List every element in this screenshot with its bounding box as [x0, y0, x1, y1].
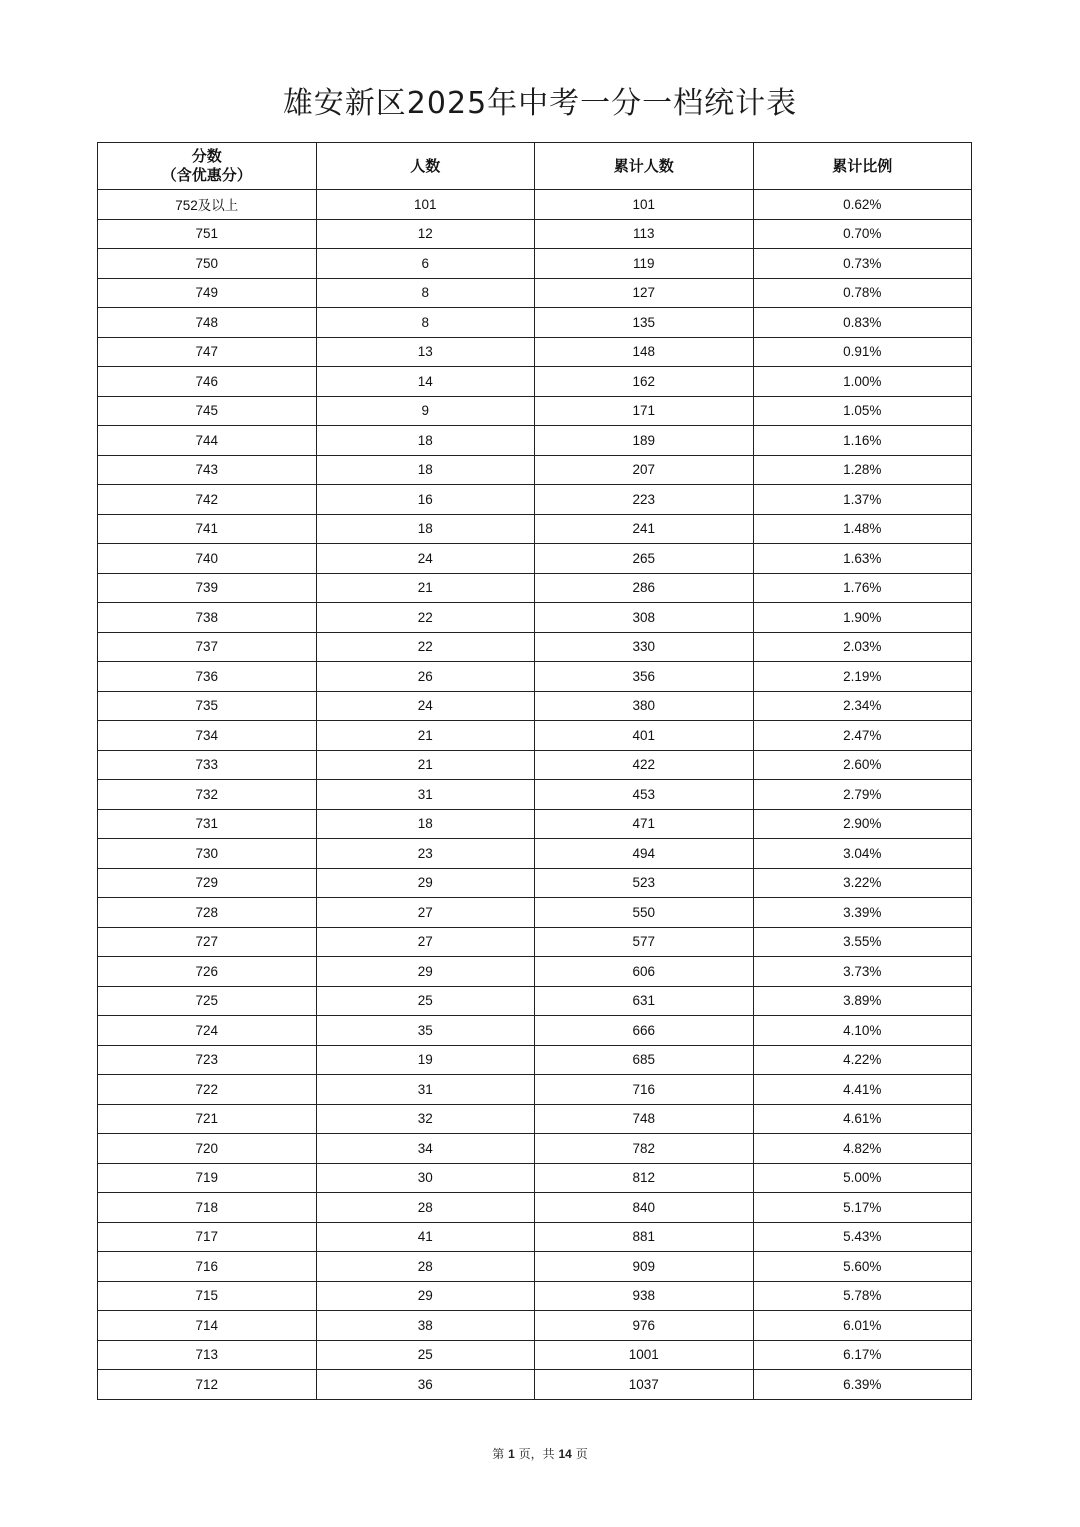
cell-count: 41 — [316, 1222, 535, 1252]
cell-count: 18 — [316, 426, 535, 456]
cell-cumulative-count: 265 — [535, 544, 754, 574]
cell-cumulative-ratio: 5.17% — [753, 1193, 972, 1223]
cell-cumulative-ratio: 6.39% — [753, 1370, 972, 1400]
cell-cumulative-count: 1037 — [535, 1370, 754, 1400]
cell-count: 25 — [316, 986, 535, 1016]
cell-score: 738 — [98, 603, 317, 633]
table-row — [98, 396, 972, 426]
cell-score: 747 — [98, 337, 317, 367]
cell-cumulative-ratio: 1.76% — [753, 573, 972, 603]
cell-cumulative-count: 976 — [535, 1311, 754, 1341]
cell-cumulative-ratio: 0.70% — [753, 219, 972, 249]
cell-cumulative-ratio: 5.60% — [753, 1252, 972, 1282]
cell-cumulative-ratio: 6.17% — [753, 1340, 972, 1370]
cell-cumulative-count: 453 — [535, 780, 754, 810]
cell-count: 35 — [316, 1016, 535, 1046]
cell-score: 749 — [98, 278, 317, 308]
cell-cumulative-ratio: 4.61% — [753, 1104, 972, 1134]
cell-cumulative-count: 577 — [535, 927, 754, 957]
cell-count: 31 — [316, 780, 535, 810]
table-row — [98, 868, 972, 898]
cell-score: 736 — [98, 662, 317, 692]
cell-cumulative-count: 113 — [535, 219, 754, 249]
table-row — [98, 1193, 972, 1223]
cell-count: 21 — [316, 721, 535, 751]
cell-cumulative-count: 716 — [535, 1075, 754, 1105]
footer-total-pages: 14 — [558, 1447, 572, 1461]
cell-count: 13 — [316, 337, 535, 367]
cell-score: 729 — [98, 868, 317, 898]
cell-count: 29 — [316, 1281, 535, 1311]
cell-cumulative-count: 330 — [535, 632, 754, 662]
cell-cumulative-count: 812 — [535, 1163, 754, 1193]
cell-score: 713 — [98, 1340, 317, 1370]
cell-cumulative-count: 881 — [535, 1222, 754, 1252]
cell-count: 26 — [316, 662, 535, 692]
footer-prefix: 第 — [492, 1447, 505, 1461]
cell-cumulative-count: 101 — [535, 190, 754, 220]
table-row — [98, 219, 972, 249]
cell-count: 27 — [316, 898, 535, 928]
cell-cumulative-ratio: 6.01% — [753, 1311, 972, 1341]
cell-count: 34 — [316, 1134, 535, 1164]
cell-count: 12 — [316, 219, 535, 249]
table-row — [98, 367, 972, 397]
table-row — [98, 1311, 972, 1341]
table-row — [98, 780, 972, 810]
cell-cumulative-ratio: 2.47% — [753, 721, 972, 751]
cell-cumulative-count: 189 — [535, 426, 754, 456]
cell-cumulative-ratio: 2.03% — [753, 632, 972, 662]
header-score-line1: 分数 — [191, 147, 222, 165]
table-row — [98, 898, 972, 928]
cell-count: 29 — [316, 868, 535, 898]
cell-cumulative-ratio: 4.10% — [753, 1016, 972, 1046]
table-header-row — [98, 143, 972, 190]
cell-cumulative-ratio: 1.37% — [753, 485, 972, 515]
cell-count: 18 — [316, 455, 535, 485]
cell-score: 719 — [98, 1163, 317, 1193]
cell-cumulative-count: 127 — [535, 278, 754, 308]
page-title: 雄安新区2025年中考一分一档统计表 — [282, 86, 798, 121]
cell-score: 730 — [98, 839, 317, 869]
cell-score: 725 — [98, 986, 317, 1016]
cell-count: 25 — [316, 1340, 535, 1370]
cell-cumulative-count: 909 — [535, 1252, 754, 1282]
cell-cumulative-count: 782 — [535, 1134, 754, 1164]
cell-score: 726 — [98, 957, 317, 987]
cell-count: 24 — [316, 691, 535, 721]
table-row — [98, 426, 972, 456]
cell-cumulative-count: 162 — [535, 367, 754, 397]
cell-cumulative-ratio: 3.04% — [753, 839, 972, 869]
table-row — [98, 927, 972, 957]
cell-score: 734 — [98, 721, 317, 751]
table-row — [98, 603, 972, 633]
cell-count: 18 — [316, 514, 535, 544]
score-table — [97, 142, 972, 1400]
cell-score: 727 — [98, 927, 317, 957]
table-row — [98, 986, 972, 1016]
cell-cumulative-ratio: 3.89% — [753, 986, 972, 1016]
table-row — [98, 632, 972, 662]
cell-cumulative-count: 135 — [535, 308, 754, 338]
footer-suffix: 页 — [575, 1447, 588, 1461]
cell-cumulative-ratio: 3.22% — [753, 868, 972, 898]
table-row — [98, 1222, 972, 1252]
cell-count: 9 — [316, 396, 535, 426]
cell-cumulative-ratio: 1.48% — [753, 514, 972, 544]
cell-count: 21 — [316, 750, 535, 780]
header-score-line2: （含优惠分） — [161, 166, 252, 184]
cell-score: 735 — [98, 691, 317, 721]
cell-cumulative-count: 119 — [535, 249, 754, 279]
cell-score: 724 — [98, 1016, 317, 1046]
table-row — [98, 691, 972, 721]
cell-cumulative-count: 148 — [535, 337, 754, 367]
table-row — [98, 337, 972, 367]
cell-count: 22 — [316, 603, 535, 633]
cell-cumulative-count: 494 — [535, 839, 754, 869]
table-row — [98, 249, 972, 279]
cell-count: 19 — [316, 1045, 535, 1075]
cell-count: 27 — [316, 927, 535, 957]
cell-count: 8 — [316, 308, 535, 338]
cell-score: 745 — [98, 396, 317, 426]
cell-score: 744 — [98, 426, 317, 456]
cell-cumulative-ratio: 1.00% — [753, 367, 972, 397]
cell-cumulative-count: 523 — [535, 868, 754, 898]
cell-cumulative-count: 606 — [535, 957, 754, 987]
cell-cumulative-count: 380 — [535, 691, 754, 721]
cell-cumulative-count: 631 — [535, 986, 754, 1016]
cell-cumulative-count: 1001 — [535, 1340, 754, 1370]
footer-page-number: 1 — [508, 1447, 515, 1461]
table-row — [98, 1104, 972, 1134]
cell-cumulative-ratio: 3.55% — [753, 927, 972, 957]
cell-cumulative-count: 550 — [535, 898, 754, 928]
cell-score: 733 — [98, 750, 317, 780]
table-row — [98, 721, 972, 751]
cell-score: 731 — [98, 809, 317, 839]
table-row — [98, 1016, 972, 1046]
cell-score: 746 — [98, 367, 317, 397]
table-row — [98, 278, 972, 308]
cell-count: 21 — [316, 573, 535, 603]
cell-cumulative-count: 207 — [535, 455, 754, 485]
cell-cumulative-ratio: 4.41% — [753, 1075, 972, 1105]
cell-cumulative-ratio: 1.28% — [753, 455, 972, 485]
cell-count: 8 — [316, 278, 535, 308]
cell-cumulative-count: 356 — [535, 662, 754, 692]
cell-cumulative-ratio: 0.78% — [753, 278, 972, 308]
cell-cumulative-ratio: 1.05% — [753, 396, 972, 426]
cell-score: 742 — [98, 485, 317, 515]
table-body — [98, 190, 972, 1400]
table-row — [98, 1340, 972, 1370]
cell-score: 732 — [98, 780, 317, 810]
table-row — [98, 839, 972, 869]
cell-score: 718 — [98, 1193, 317, 1223]
cell-count: 16 — [316, 485, 535, 515]
cell-cumulative-ratio: 2.60% — [753, 750, 972, 780]
cell-count: 32 — [316, 1104, 535, 1134]
footer-middle: 页，共 — [518, 1447, 555, 1461]
cell-cumulative-ratio: 2.90% — [753, 809, 972, 839]
cell-cumulative-ratio: 2.19% — [753, 662, 972, 692]
cell-score: 751 — [98, 219, 317, 249]
cell-score: 750 — [98, 249, 317, 279]
header-score — [98, 143, 317, 190]
table-row — [98, 1281, 972, 1311]
cell-cumulative-ratio: 2.34% — [753, 691, 972, 721]
cell-score: 720 — [98, 1134, 317, 1164]
cell-cumulative-ratio: 4.22% — [753, 1045, 972, 1075]
cell-cumulative-count: 840 — [535, 1193, 754, 1223]
table-row — [98, 662, 972, 692]
cell-count: 38 — [316, 1311, 535, 1341]
cell-score: 748 — [98, 308, 317, 338]
table-row — [98, 1134, 972, 1164]
cell-score: 752及以上 — [98, 190, 317, 220]
cell-cumulative-count: 422 — [535, 750, 754, 780]
cell-score: 739 — [98, 573, 317, 603]
table-row — [98, 455, 972, 485]
cell-cumulative-ratio: 0.83% — [753, 308, 972, 338]
cell-count: 29 — [316, 957, 535, 987]
cell-cumulative-ratio: 4.82% — [753, 1134, 972, 1164]
cell-cumulative-count: 401 — [535, 721, 754, 751]
cell-count: 23 — [316, 839, 535, 869]
cell-cumulative-count: 938 — [535, 1281, 754, 1311]
cell-score: 714 — [98, 1311, 317, 1341]
cell-count: 28 — [316, 1252, 535, 1282]
cell-cumulative-ratio: 5.00% — [753, 1163, 972, 1193]
cell-cumulative-ratio: 0.91% — [753, 337, 972, 367]
cell-score: 723 — [98, 1045, 317, 1075]
cell-cumulative-ratio: 2.79% — [753, 780, 972, 810]
cell-count: 31 — [316, 1075, 535, 1105]
header-cumulative-count: 累计人数 — [535, 143, 754, 190]
table-row — [98, 190, 972, 220]
cell-score: 740 — [98, 544, 317, 574]
cell-count: 6 — [316, 249, 535, 279]
cell-cumulative-ratio: 3.39% — [753, 898, 972, 928]
cell-count: 28 — [316, 1193, 535, 1223]
cell-count: 14 — [316, 367, 535, 397]
cell-count: 22 — [316, 632, 535, 662]
cell-cumulative-ratio: 1.63% — [753, 544, 972, 574]
cell-score: 741 — [98, 514, 317, 544]
cell-score: 737 — [98, 632, 317, 662]
cell-cumulative-ratio: 1.90% — [753, 603, 972, 633]
cell-count: 36 — [316, 1370, 535, 1400]
cell-score: 716 — [98, 1252, 317, 1282]
page-footer — [0, 1445, 1080, 1462]
table-row — [98, 544, 972, 574]
table-row — [98, 1370, 972, 1400]
cell-score: 722 — [98, 1075, 317, 1105]
cell-cumulative-count: 471 — [535, 809, 754, 839]
cell-count: 101 — [316, 190, 535, 220]
cell-count: 24 — [316, 544, 535, 574]
cell-score: 743 — [98, 455, 317, 485]
header-cumulative-ratio: 累计比例 — [753, 143, 972, 190]
table-row — [98, 485, 972, 515]
cell-count: 30 — [316, 1163, 535, 1193]
cell-cumulative-ratio: 0.62% — [753, 190, 972, 220]
cell-score: 717 — [98, 1222, 317, 1252]
table-row — [98, 1075, 972, 1105]
cell-cumulative-count: 286 — [535, 573, 754, 603]
cell-cumulative-ratio: 1.16% — [753, 426, 972, 456]
cell-cumulative-count: 223 — [535, 485, 754, 515]
cell-cumulative-count: 308 — [535, 603, 754, 633]
cell-score: 715 — [98, 1281, 317, 1311]
cell-cumulative-count: 748 — [535, 1104, 754, 1134]
cell-cumulative-count: 171 — [535, 396, 754, 426]
cell-cumulative-ratio: 0.73% — [753, 249, 972, 279]
cell-cumulative-ratio: 5.78% — [753, 1281, 972, 1311]
cell-score: 728 — [98, 898, 317, 928]
header-count: 人数 — [316, 143, 535, 190]
table-row — [98, 308, 972, 338]
table-row — [98, 957, 972, 987]
cell-cumulative-count: 666 — [535, 1016, 754, 1046]
table-row — [98, 1045, 972, 1075]
table-row — [98, 1252, 972, 1282]
cell-count: 18 — [316, 809, 535, 839]
table-row — [98, 514, 972, 544]
cell-cumulative-ratio: 5.43% — [753, 1222, 972, 1252]
cell-score: 721 — [98, 1104, 317, 1134]
cell-cumulative-count: 241 — [535, 514, 754, 544]
table-row — [98, 750, 972, 780]
table-row — [98, 573, 972, 603]
cell-cumulative-ratio: 3.73% — [753, 957, 972, 987]
table-row — [98, 1163, 972, 1193]
cell-cumulative-count: 685 — [535, 1045, 754, 1075]
table-row — [98, 809, 972, 839]
cell-score: 712 — [98, 1370, 317, 1400]
